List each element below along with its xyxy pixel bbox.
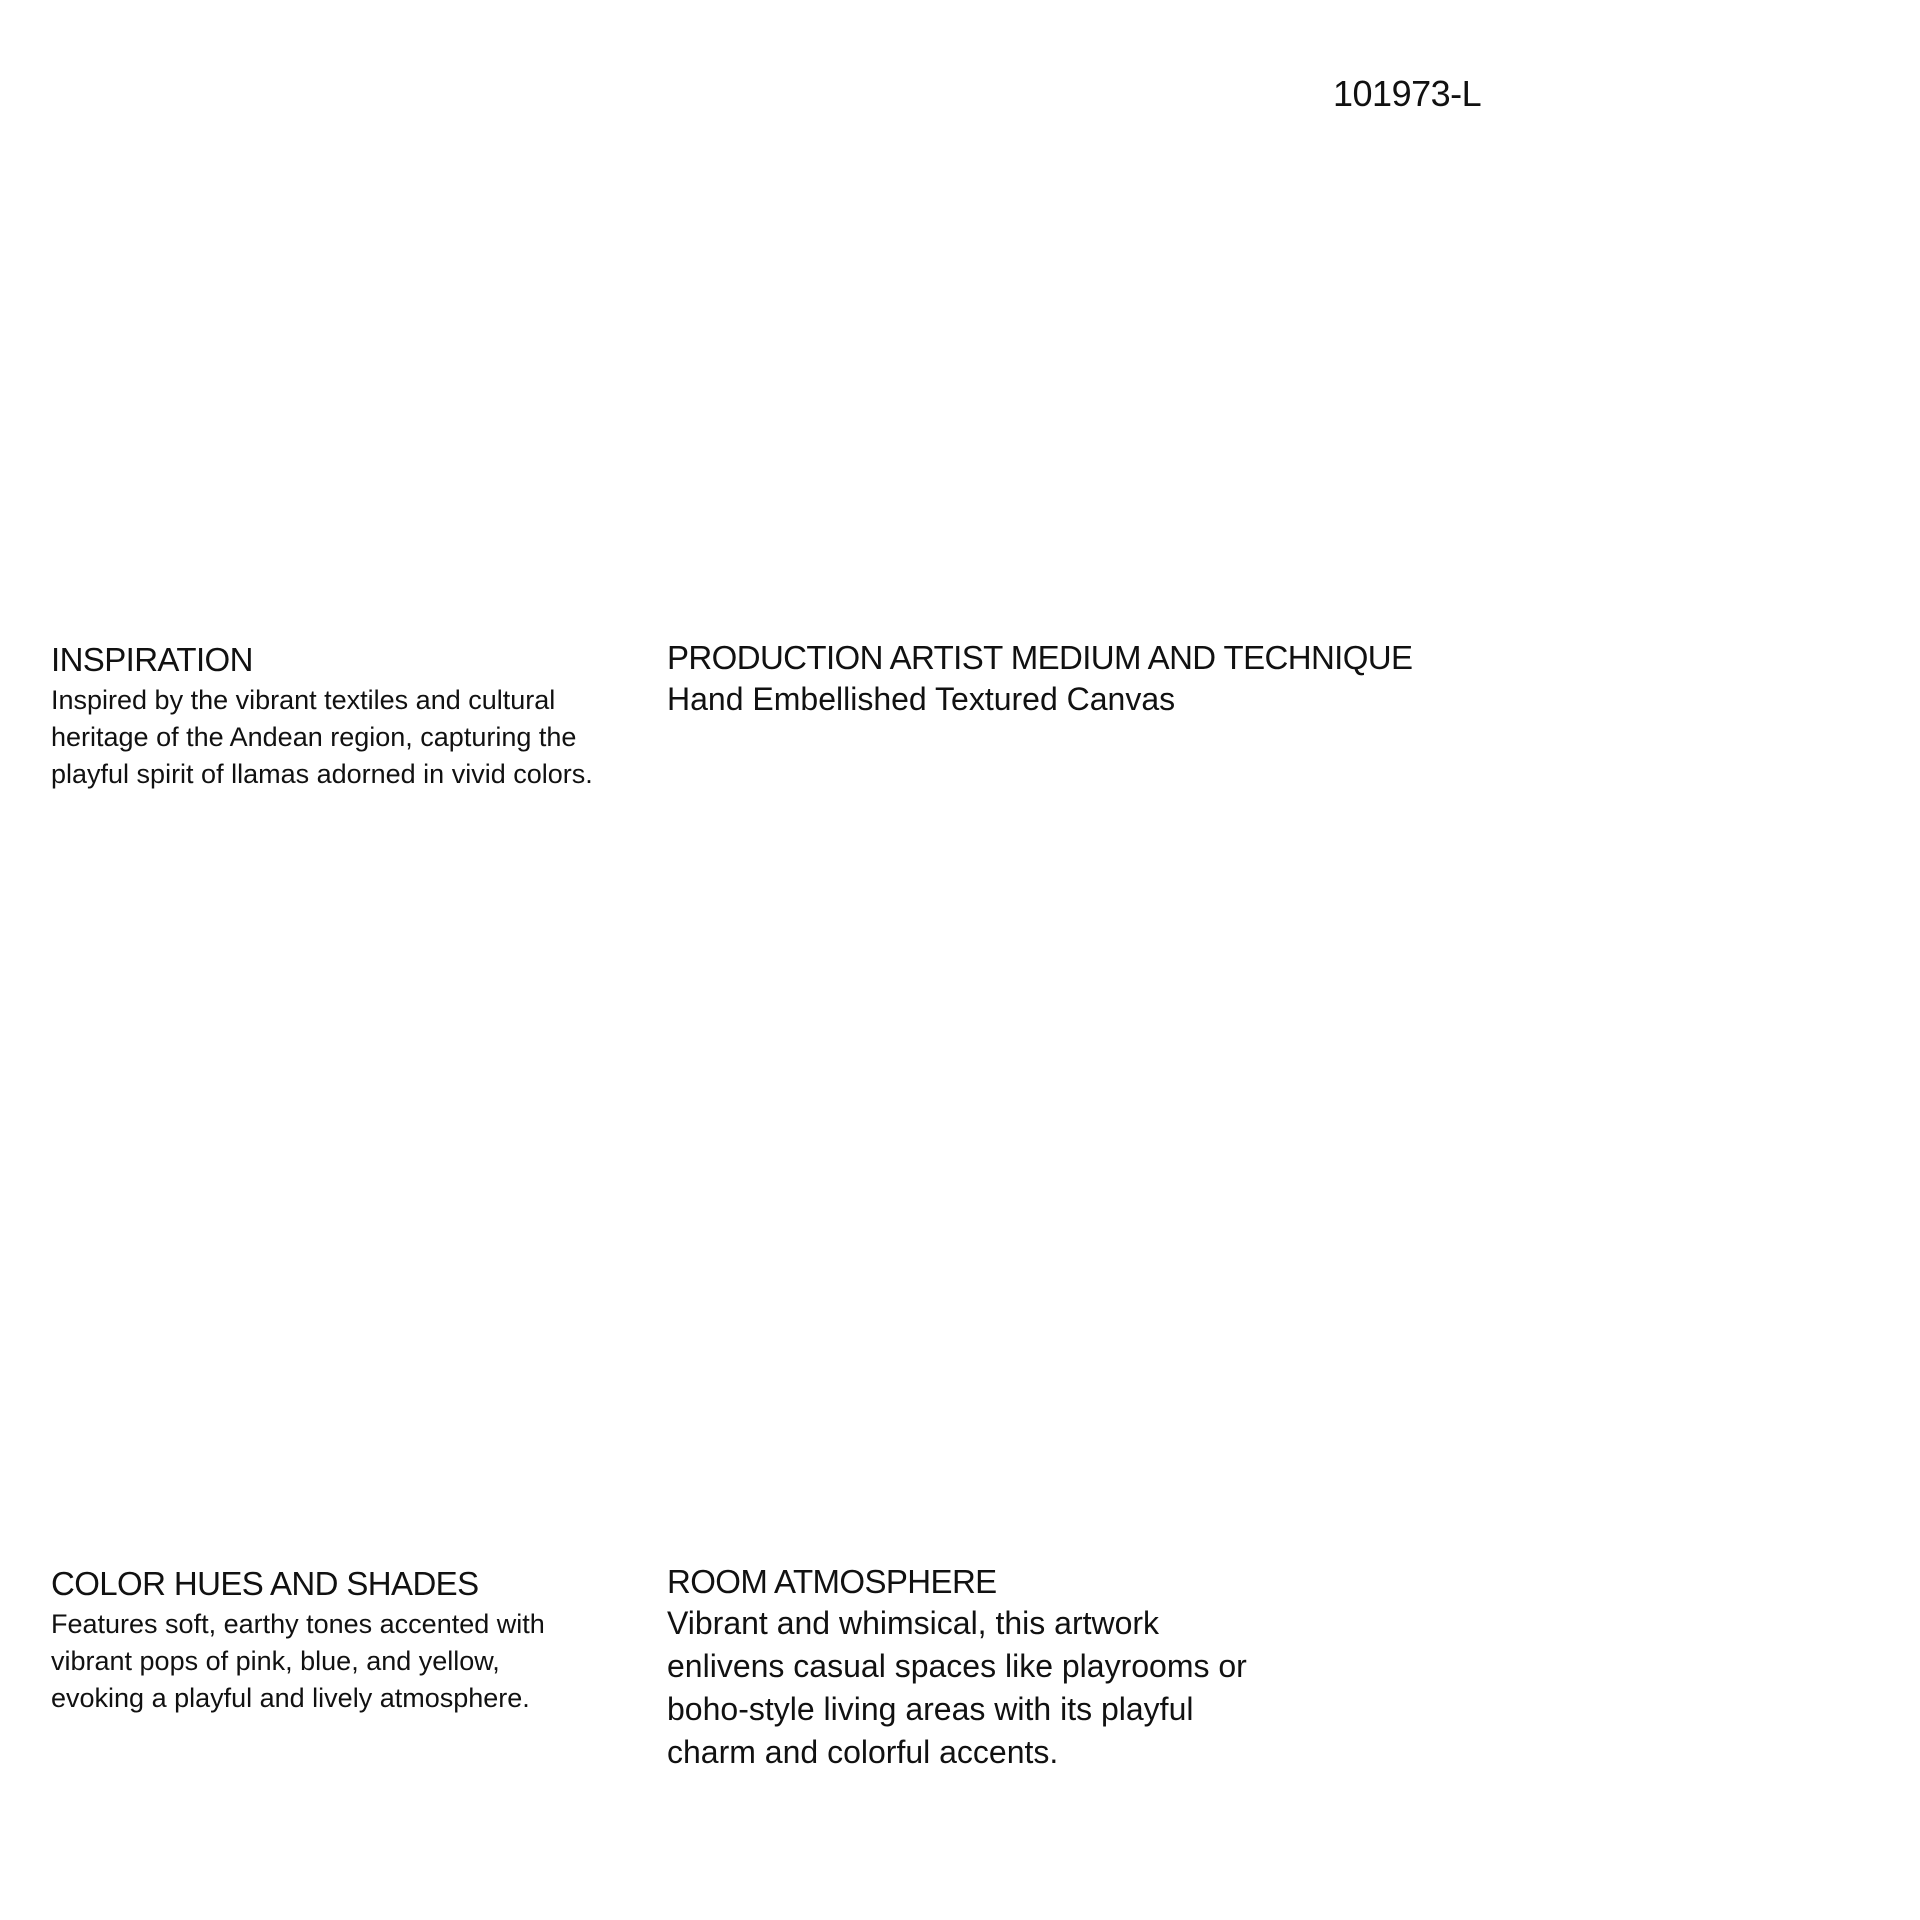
production-line: Hand Embellished Textured Canvas	[667, 681, 1176, 717]
room-line: boho-style living areas with its playful	[667, 1691, 1194, 1727]
product-sku: 101973-L	[1333, 73, 1482, 114]
room-heading: ROOM ATMOSPHERE	[667, 1563, 997, 1600]
inspiration-line: playful spirit of llamas adorned in vivid colors.	[51, 759, 593, 789]
color-section	[51, 1567, 651, 1717]
production-heading: PRODUCTION ARTIST MEDIUM AND TECHNIQUE	[667, 639, 1413, 676]
room-line: charm and colorful accents.	[667, 1734, 1059, 1770]
room-line: enlivens casual spaces like playrooms or	[667, 1648, 1247, 1684]
production-text	[667, 678, 1487, 721]
inspiration-heading: INSPIRATION	[51, 641, 253, 678]
color-line: vibrant pops of pink, blue, and yellow,	[51, 1646, 500, 1676]
inspiration-section	[51, 643, 651, 793]
inspiration-text	[51, 682, 651, 793]
color-heading: COLOR HUES AND SHADES	[51, 1565, 479, 1602]
production-section	[667, 641, 1487, 721]
color-line: Features soft, earthy tones accented with	[51, 1609, 545, 1639]
room-line: Vibrant and whimsical, this artwork	[667, 1605, 1160, 1641]
inspiration-line: heritage of the Andean region, capturing the	[51, 722, 577, 752]
room-section	[667, 1565, 1367, 1774]
color-text	[51, 1606, 651, 1717]
room-text	[667, 1602, 1367, 1774]
inspiration-line: Inspired by the vibrant textiles and cultural	[51, 685, 556, 715]
color-line: evoking a playful and lively atmosphere.	[51, 1683, 530, 1713]
